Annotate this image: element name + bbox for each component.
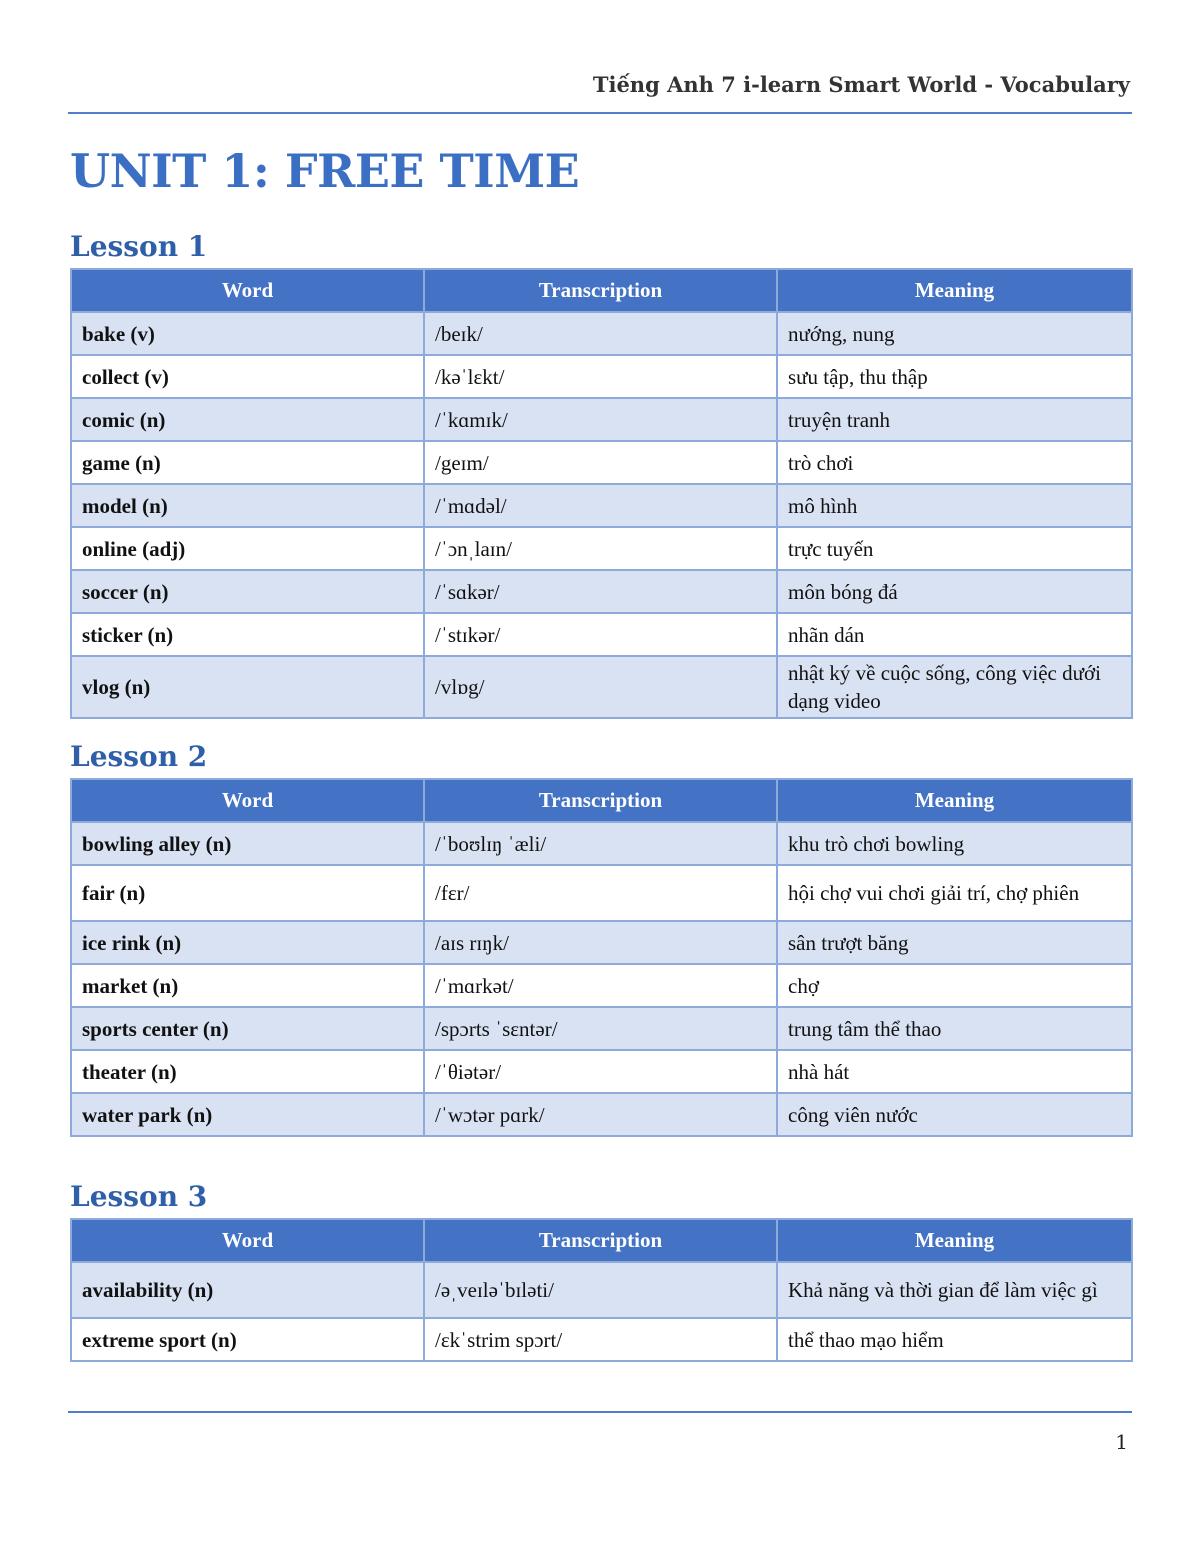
table-row (71, 1093, 1132, 1136)
word-cell: availability (n) (71, 1262, 424, 1318)
transcription-cell: /ɛkˈstrim spɔrt/ (424, 1318, 777, 1361)
column-header-transcription: Transcription (424, 269, 777, 312)
column-header-meaning: Meaning (777, 1219, 1132, 1262)
word-cell: theater (n) (71, 1050, 424, 1093)
meaning-cell: sưu tập, thu thập (777, 355, 1132, 398)
meaning-cell: thể thao mạo hiểm (777, 1318, 1132, 1361)
meaning-cell: khu trò chơi bowling (777, 822, 1132, 865)
footer-rule (68, 1411, 1132, 1413)
table-row (71, 1318, 1132, 1361)
column-header-word: Word (71, 269, 424, 312)
word-cell: sticker (n) (71, 613, 424, 656)
table-row (71, 484, 1132, 527)
meaning-cell: môn bóng đá (777, 570, 1132, 613)
word-cell: fair (n) (71, 865, 424, 921)
column-header-word: Word (71, 1219, 424, 1262)
table-row (71, 921, 1132, 964)
transcription-cell: /ˈstɪkər/ (424, 613, 777, 656)
transcription-cell: /vlɒg/ (424, 656, 777, 718)
vocab-table-lesson-2 (70, 778, 1133, 1137)
table-header-row (71, 779, 1132, 822)
table-row (71, 441, 1132, 484)
meaning-cell: nướng, nung (777, 312, 1132, 355)
table-row (71, 1007, 1132, 1050)
transcription-cell: /kəˈlɛkt/ (424, 355, 777, 398)
word-cell: online (adj) (71, 527, 424, 570)
column-header-transcription: Transcription (424, 1219, 777, 1262)
table-header-row (71, 1219, 1132, 1262)
meaning-cell: mô hình (777, 484, 1132, 527)
transcription-cell: /geɪm/ (424, 441, 777, 484)
word-cell: extreme sport (n) (71, 1318, 424, 1361)
table-row (71, 527, 1132, 570)
transcription-cell: /ˈwɔtər pɑrk/ (424, 1093, 777, 1136)
word-cell: water park (n) (71, 1093, 424, 1136)
page-number: 1 (1115, 1430, 1128, 1454)
meaning-cell: công viên nước (777, 1093, 1132, 1136)
meaning-cell: trò chơi (777, 441, 1132, 484)
transcription-cell: /ˈmɑdəl/ (424, 484, 777, 527)
meaning-cell: nhà hát (777, 1050, 1132, 1093)
meaning-cell: trực tuyến (777, 527, 1132, 570)
word-cell: collect (v) (71, 355, 424, 398)
table-row (71, 312, 1132, 355)
column-header-word: Word (71, 779, 424, 822)
transcription-cell: /beɪk/ (424, 312, 777, 355)
word-cell: ice rink (n) (71, 921, 424, 964)
transcription-cell: /ˈsɑkər/ (424, 570, 777, 613)
word-cell: bowling alley (n) (71, 822, 424, 865)
word-cell: model (n) (71, 484, 424, 527)
vocab-table-lesson-1 (70, 268, 1133, 719)
lesson-title: Lesson 1 (70, 230, 208, 263)
meaning-cell: truyện tranh (777, 398, 1132, 441)
table-row (71, 822, 1132, 865)
table-row (71, 355, 1132, 398)
table-row (71, 1262, 1132, 1318)
meaning-cell: chợ (777, 964, 1132, 1007)
column-header-meaning: Meaning (777, 779, 1132, 822)
vocab-table-lesson-3 (70, 1218, 1133, 1362)
transcription-cell: /ˈkɑmɪk/ (424, 398, 777, 441)
column-header-meaning: Meaning (777, 269, 1132, 312)
table-row (71, 398, 1132, 441)
lesson-title: Lesson 2 (70, 740, 208, 773)
table-row (71, 964, 1132, 1007)
meaning-cell: nhãn dán (777, 613, 1132, 656)
meaning-cell: trung tâm thể thao (777, 1007, 1132, 1050)
table-row (71, 1050, 1132, 1093)
meaning-cell: sân trượt băng (777, 921, 1132, 964)
word-cell: game (n) (71, 441, 424, 484)
table-row (71, 656, 1132, 718)
page-header: Tiếng Anh 7 i-learn Smart World - Vocabulary (592, 72, 1130, 97)
meaning-cell: Khả năng và thời gian để làm việc gì (777, 1262, 1132, 1318)
transcription-cell: /ˈɔnˌlaɪn/ (424, 527, 777, 570)
transcription-cell: /ˈmɑrkət/ (424, 964, 777, 1007)
word-cell: sports center (n) (71, 1007, 424, 1050)
header-rule (68, 112, 1132, 114)
table-row (71, 613, 1132, 656)
transcription-cell: /ˈboʊlɪŋ ˈæli/ (424, 822, 777, 865)
meaning-cell: nhật ký về cuộc sống, công việc dưới dạng video (777, 656, 1132, 718)
table-header-row (71, 269, 1132, 312)
word-cell: soccer (n) (71, 570, 424, 613)
table-row (71, 865, 1132, 921)
column-header-transcription: Transcription (424, 779, 777, 822)
unit-title: UNIT 1: FREE TIME (70, 144, 580, 198)
word-cell: comic (n) (71, 398, 424, 441)
word-cell: market (n) (71, 964, 424, 1007)
lesson-title: Lesson 3 (70, 1180, 208, 1213)
transcription-cell: /ˈθiətər/ (424, 1050, 777, 1093)
word-cell: bake (v) (71, 312, 424, 355)
word-cell: vlog (n) (71, 656, 424, 718)
transcription-cell: /fɛr/ (424, 865, 777, 921)
transcription-cell: /əˌveɪləˈbɪləti/ (424, 1262, 777, 1318)
transcription-cell: /spɔrts ˈsɛntər/ (424, 1007, 777, 1050)
transcription-cell: /aɪs rɪŋk/ (424, 921, 777, 964)
table-row (71, 570, 1132, 613)
meaning-cell: hội chợ vui chơi giải trí, chợ phiên (777, 865, 1132, 921)
